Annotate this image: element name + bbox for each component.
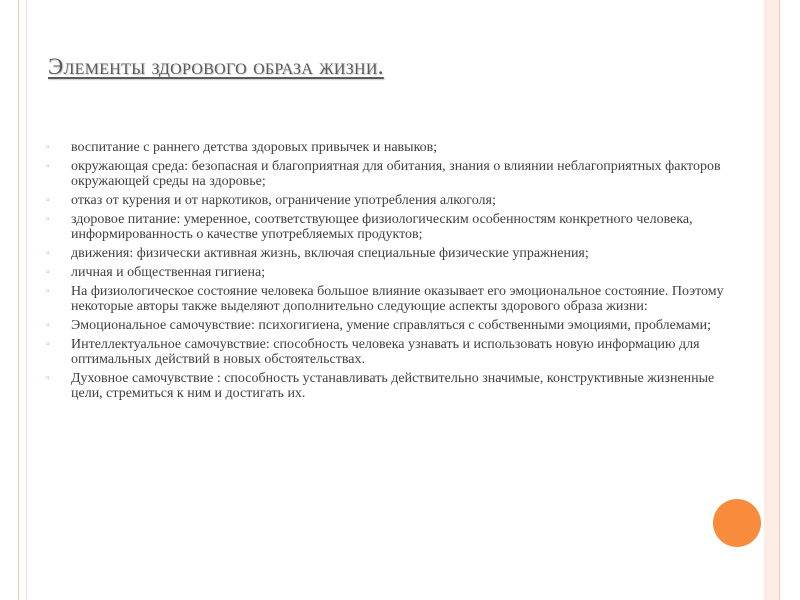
bullet-item [46,371,726,401]
bullet-item [46,193,726,208]
bullet-item [46,159,726,189]
bullet-icon: ▫ [46,320,50,331]
bullet-item [46,246,726,261]
bullet-icon: ▫ [46,286,50,297]
bullet-icon: ▫ [46,248,50,259]
bullet-icon: ▫ [46,339,50,350]
bullet-text: На физиологическое состояние человека большое влияние оказывает его эмоциональное состояние. Поэтому некоторые авторы также выделяют дополнительно следующие аспекты здорового образа жизни: [71,284,724,314]
bullet-text: Духовное самочувствие : способность устанавливать действительно значимые, конструктивные жизненные цели, стремиться к ним и достигать их. [71,371,715,401]
bullet-text: воспитание с раннего детства здоровых привычек и навыков; [71,140,438,155]
slide-title: Элементы здорового образа жизни. [48,54,384,79]
bullet-text: окружающая среда: безопасная и благоприятная для обитания, знания о влиянии неблагоприятных факторов окружающей среды на здоровье; [71,159,721,189]
orange-circle-decoration [713,499,761,547]
bullet-text: здоровое питание: умеренное, соответствующее физиологическим особенностям конкретного человека, информированность о качестве употребляемых продуктов; [71,212,693,242]
bullet-text: Интеллектуальное самочувствие: способность человека узнавать и использовать новую информацию для оптимальных действий в новых обстоятельствах. [71,337,700,367]
bullet-list [46,140,726,405]
right-decor-band [764,0,779,600]
bullet-icon: ▫ [46,267,50,278]
bullet-icon: ▫ [46,373,50,384]
bullet-icon: ▫ [46,214,50,225]
bullet-text: Эмоциональное самочувствие: психогигиена, умение справляться с собственными эмоциями, проблемами; [71,318,712,333]
bullet-item [46,318,726,333]
bullet-icon: ▫ [46,195,50,206]
bullet-text: личная и общественная гигиена; [71,265,266,280]
bullet-icon: ▫ [46,161,50,172]
bullet-item [46,265,726,280]
bullet-text: движения: физически активная жизнь, включая специальные физические упражнения; [71,246,589,261]
bullet-item [46,284,726,314]
bullet-item [46,337,726,367]
bullet-item [46,212,726,242]
bullet-text: отказ от курения и от наркотиков, ограничение употребления алкоголя; [71,193,496,208]
bullet-icon: ▫ [46,142,50,153]
bullet-item [46,140,726,155]
